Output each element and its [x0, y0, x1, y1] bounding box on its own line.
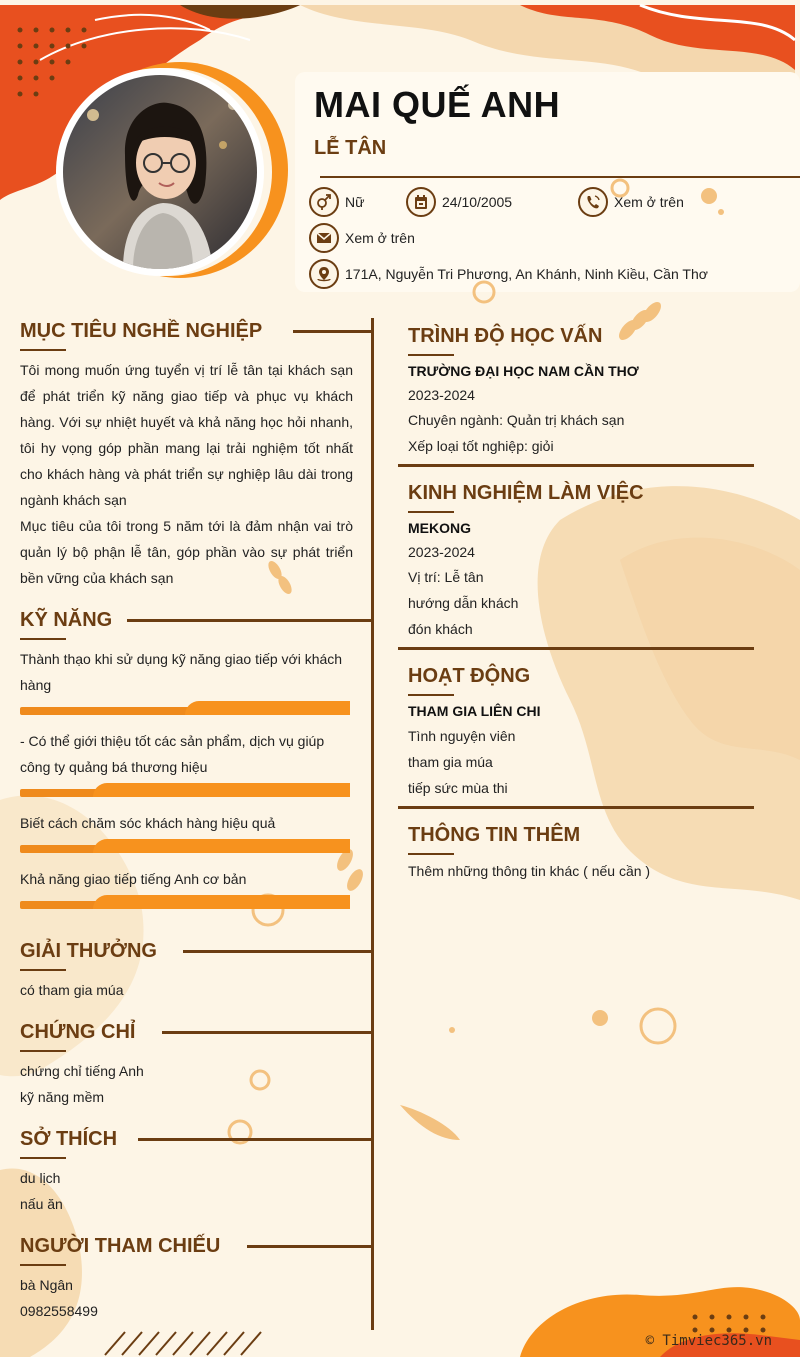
skill-bar [20, 895, 350, 909]
skill-bar-fill [93, 895, 350, 909]
skill-bar [20, 783, 350, 797]
activity-line: tiếp sức mùa thi [408, 780, 508, 796]
objective-paragraph-1: Tôi mong muốn ứng tuyển vị trí lễ tân tại khách sạn để phát triển kỹ năng giao tiếp và phục vụ khách hàng. Với sự nhiệt huyết và khả năng học hỏi nhanh, tôi hy vọng góp phần mang lại trải nghiệm tốt nhất cho khách hàng và phát triển sự nghiệp lâu dài trong ngành khách sạn [20, 362, 353, 508]
awards-title: GIẢI THƯỞNG [20, 940, 157, 962]
education-years: 2023-2024 [408, 387, 475, 403]
location-pin-icon [309, 259, 339, 289]
references-title: NGƯỜI THAM CHIẾU [20, 1235, 221, 1257]
extra-title: THÔNG TIN THÊM [408, 824, 581, 846]
contact-email [309, 222, 415, 254]
email-text: Xem ở trên [345, 230, 415, 246]
experience-line: Vị trí: Lễ tân [408, 569, 484, 585]
activity-line: Tình nguyện viên [408, 728, 516, 744]
education-title: TRÌNH ĐỘ HỌC VẤN [408, 325, 603, 347]
address-text: 171A, Nguyễn Tri Phương, An Khánh, Ninh Kiều, Cần Thơ [345, 266, 708, 282]
experience-underline [408, 511, 454, 513]
certificates-connector [162, 1031, 373, 1034]
education-underline [408, 354, 454, 356]
reference-item: 0982558499 [20, 1303, 98, 1319]
hobbies-title: SỞ THÍCH [20, 1128, 118, 1150]
experience-years: 2023-2024 [408, 544, 475, 560]
activities-title: HOẠT ĐỘNG [408, 665, 531, 687]
skill-bar-fill [93, 783, 350, 797]
mail-icon [309, 223, 339, 253]
education-divider [398, 464, 754, 467]
extra-text: Thêm những thông tin khác ( nếu cần ) [408, 863, 651, 879]
contact-address [309, 258, 708, 290]
experience-divider [398, 647, 754, 650]
skill-text: Khả năng giao tiếp tiếng Anh cơ bản [20, 871, 247, 887]
objective-title: MỤC TIÊU NGHỀ NGHIỆP [20, 320, 263, 342]
activities-org: THAM GIA LIÊN CHI [408, 703, 541, 719]
experience-line: hướng dẫn khách [408, 595, 519, 611]
skill-text: Biết cách chăm sóc khách hàng hiệu quả [20, 815, 276, 831]
certificates-underline [20, 1050, 66, 1052]
birthday-text: 24/10/2005 [442, 194, 513, 210]
education-line: Chuyên ngành: Quản trị khách sạn [408, 412, 625, 428]
skills-underline [20, 638, 66, 640]
education-school: TRƯỜNG ĐẠI HỌC NAM CẦN THƠ [408, 363, 639, 379]
contact-divider [320, 176, 800, 178]
contact-gender [309, 186, 364, 218]
profile-photo [63, 75, 257, 269]
experience-company: MEKONG [408, 520, 471, 536]
gender-icon [309, 187, 339, 217]
gender-text: Nữ [345, 194, 365, 210]
reference-item: bà Ngân [20, 1277, 73, 1293]
skill-bar-fill [93, 839, 350, 853]
hobbies-connector [138, 1138, 373, 1141]
skill-bar [20, 839, 350, 853]
activities-underline [408, 694, 454, 696]
references-connector [247, 1245, 373, 1248]
hobby-item: nấu ăn [20, 1196, 63, 1212]
profile-photo-frame [56, 68, 264, 276]
activities-divider [398, 806, 754, 809]
references-underline [20, 1264, 66, 1266]
objective-underline [20, 349, 66, 351]
objective-connector [293, 330, 373, 333]
contact-phone [578, 186, 684, 218]
hobbies-underline [20, 1157, 66, 1159]
certificates-title: CHỨNG CHỈ [20, 1021, 136, 1043]
column-divider [371, 318, 374, 1330]
education-line: Xếp loại tốt nghiệp: giỏi [408, 438, 554, 454]
skill-bar-fill [185, 701, 350, 715]
skill-text: Thành thạo khi sử dụng kỹ năng giao tiếp với khách hàng [20, 651, 343, 693]
skills-connector [127, 619, 373, 622]
phone-text: Xem ở trên [614, 194, 684, 210]
extra-underline [408, 853, 454, 855]
award-item: có tham gia múa [20, 982, 124, 998]
skill-text: - Có thể giới thiệu tốt các sản phẩm, dịch vụ giúp công ty quảng bá thương hiệu [20, 733, 325, 775]
calendar-icon [406, 187, 436, 217]
skills-title: KỸ NĂNG [20, 609, 113, 631]
candidate-role: LỄ TÂN [314, 137, 387, 159]
experience-line: đón khách [408, 621, 473, 637]
certificate-item: chứng chỉ tiếng Anh [20, 1063, 144, 1079]
certificate-item: kỹ năng mềm [20, 1089, 105, 1105]
objective-paragraph-2: Mục tiêu của tôi trong 5 năm tới là đảm nhận vai trò quản lý bộ phận lễ tân, góp phần vào sự phát triển bền vững của khách sạn [20, 518, 353, 586]
watermark: © Timviec365.vn [645, 1333, 772, 1349]
activity-line: tham gia múa [408, 754, 493, 770]
skill-bar [20, 701, 350, 715]
awards-connector [183, 950, 373, 953]
phone-icon [578, 187, 608, 217]
hobby-item: du lịch [20, 1170, 61, 1186]
awards-underline [20, 969, 66, 971]
contact-birthday [406, 186, 512, 218]
experience-title: KINH NGHIỆM LÀM VIỆC [408, 482, 644, 504]
candidate-name: MAI QUẾ ANH [314, 84, 561, 125]
